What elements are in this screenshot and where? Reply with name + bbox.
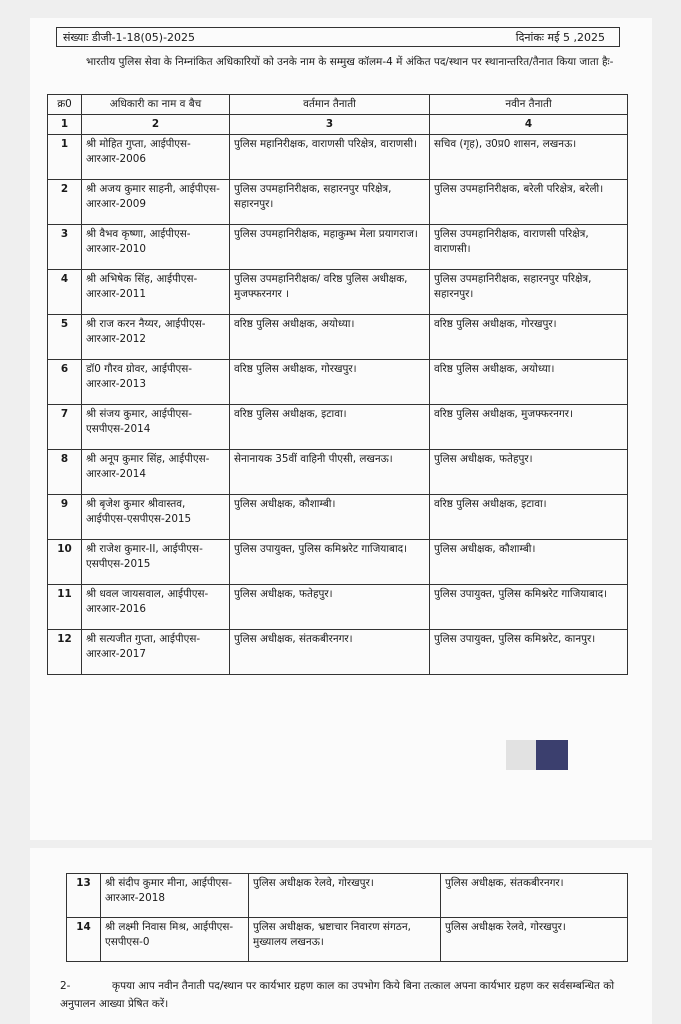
transfer-table: [47, 94, 628, 675]
new-posting-cell: पुलिस अधीक्षक, फतेहपुर।: [430, 450, 628, 495]
officer-cell: श्री मोहित गुप्ता, आईपीएस-आरआर-2006: [82, 135, 230, 180]
transfer-table-continued: [66, 873, 628, 962]
col-number: 2: [82, 115, 230, 135]
new-posting-cell: पुलिस अधीक्षक, संतकबीरनगर।: [441, 874, 628, 918]
new-posting-cell: पुलिस उपमहानिरीक्षक, वाराणसी परिक्षेत्र, वाराणसी।: [430, 225, 628, 270]
officer-cell: श्री लक्ष्मी निवास मिश्र, आईपीएस-एसपीएस-0: [101, 918, 249, 962]
table-row: [48, 315, 628, 360]
serial-cell: 6: [48, 360, 82, 405]
scan-artifact: [506, 740, 536, 770]
header-new-posting: नवीन तैनाती: [430, 95, 628, 115]
serial-cell: 10: [48, 540, 82, 585]
serial-cell: 1: [48, 135, 82, 180]
table-row: [48, 135, 628, 180]
officer-cell: श्री अनूप कुमार सिंह, आईपीएस-आरआर-2014: [82, 450, 230, 495]
current-posting-cell: पुलिस उपमहानिरीक्षक, सहारनपुर परिक्षेत्र, सहारनपुर।: [230, 180, 430, 225]
header-current-posting: वर्तमान तैनाती: [230, 95, 430, 115]
paragraph-number: 2-: [60, 980, 71, 992]
column-number-row: [48, 115, 628, 135]
serial-cell: 9: [48, 495, 82, 540]
officer-cell: श्री धवल जायसवाल, आईपीएस-आरआर-2016: [82, 585, 230, 630]
table-row: [48, 450, 628, 495]
new-posting-cell: पुलिस उपायुक्त, पुलिस कमिश्नरेट, कानपुर।: [430, 630, 628, 675]
current-posting-cell: पुलिस अधीक्षक, फतेहपुर।: [230, 585, 430, 630]
officer-cell: श्री बृजेश कुमार श्रीवास्तव, आईपीएस-एसपीएस-2015: [82, 495, 230, 540]
current-posting-cell: सेनानायक 35वीं वाहिनी पीएसी, लखनऊ।: [230, 450, 430, 495]
officer-cell: श्री राज करन नैय्यर, आईपीएस-आरआर-2012: [82, 315, 230, 360]
new-posting-cell: वरिष्ठ पुलिस अधीक्षक, अयोध्या।: [430, 360, 628, 405]
current-posting-cell: पुलिस अधीक्षक रेलवे, गोरखपुर।: [249, 874, 441, 918]
scan-artifact-dark: [536, 740, 568, 770]
officer-cell: श्री अजय कुमार साहनी, आईपीएस-आरआर-2009: [82, 180, 230, 225]
new-posting-cell: सचिव (गृह), उ0प्र0 शासन, लखनऊ।: [430, 135, 628, 180]
officer-cell: श्री वैभव कृष्णा, आईपीएस-आरआर-2010: [82, 225, 230, 270]
paragraph-text: कृपया आप नवीन तैनाती पद/स्थान पर कार्यभार ग्रहण काल का उपभोग किये बिना तत्काल अपना कार्यभार ग्रहण कर सर्वसम्बन्धित को अनुपालन आख्या प्रेषित करें।: [60, 980, 615, 1010]
header-officer: अधिकारी का नाम व बैच: [82, 95, 230, 115]
new-posting-cell: पुलिस उपमहानिरीक्षक, सहारनपुर परिक्षेत्र, सहारनपुर।: [430, 270, 628, 315]
col-number: 4: [430, 115, 628, 135]
officer-cell: श्री राजेश कुमार-II, आईपीएस-एसपीएस-2015: [82, 540, 230, 585]
order-date: दिनांकः मई 5 ,2025: [515, 31, 605, 44]
intro-paragraph: भारतीय पुलिस सेवा के निम्नांकित अधिकारियों को उनके नाम के सम्मुख कॉलम-4 में अंकित पद/स्थान पर स्थानान्तरित/तैनात किया जाता हैः-: [86, 56, 614, 68]
new-posting-cell: पुलिस अधीक्षक रेलवे, गोरखपुर।: [441, 918, 628, 962]
col-number: 1: [48, 115, 82, 135]
table-row: [48, 405, 628, 450]
table-row: [48, 495, 628, 540]
current-posting-cell: वरिष्ठ पुलिस अधीक्षक, अयोध्या।: [230, 315, 430, 360]
table-row: [48, 270, 628, 315]
officer-cell: श्री संजय कुमार, आईपीएस-एसपीएस-2014: [82, 405, 230, 450]
current-posting-cell: पुलिस अधीक्षक, कौशाम्बी।: [230, 495, 430, 540]
table-row: [48, 540, 628, 585]
serial-cell: 14: [67, 918, 101, 962]
officer-cell: श्री संदीप कुमार मीना, आईपीएस-आरआर-2018: [101, 874, 249, 918]
serial-cell: 12: [48, 630, 82, 675]
serial-cell: 7: [48, 405, 82, 450]
current-posting-cell: पुलिस उपायुक्त, पुलिस कमिश्नरेट गाजियाबाद।: [230, 540, 430, 585]
col-number: 3: [230, 115, 430, 135]
serial-cell: 5: [48, 315, 82, 360]
serial-cell: 13: [67, 874, 101, 918]
table-row: [67, 918, 628, 962]
table-header-row: [48, 95, 628, 115]
table-row: [48, 180, 628, 225]
serial-cell: 3: [48, 225, 82, 270]
table-row: [48, 585, 628, 630]
current-posting-cell: पुलिस अधीक्षक, संतकबीरनगर।: [230, 630, 430, 675]
current-posting-cell: पुलिस उपमहानिरीक्षक/ वरिष्ठ पुलिस अधीक्षक, मुजफ्फरनगर ।: [230, 270, 430, 315]
table-row: [67, 874, 628, 918]
header-serial: क्र0: [48, 95, 82, 115]
current-posting-cell: पुलिस महानिरीक्षक, वाराणसी परिक्षेत्र, वाराणसी।: [230, 135, 430, 180]
serial-cell: 4: [48, 270, 82, 315]
new-posting-cell: पुलिस उपायुक्त, पुलिस कमिश्नरेट गाजियाबाद।: [430, 585, 628, 630]
current-posting-cell: वरिष्ठ पुलिस अधीक्षक, गोरखपुर।: [230, 360, 430, 405]
serial-cell: 11: [48, 585, 82, 630]
officer-cell: डॉ0 गौरव ग्रोवर, आईपीएस-आरआर-2013: [82, 360, 230, 405]
current-posting-cell: पुलिस उपमहानिरीक्षक, महाकुम्भ मेला प्रयागराज।: [230, 225, 430, 270]
reference-header: [56, 27, 620, 47]
new-posting-cell: वरिष्ठ पुलिस अधीक्षक, गोरखपुर।: [430, 315, 628, 360]
table-row: [48, 630, 628, 675]
reference-number: संख्याः डीजी-1-18(05)-2025: [63, 31, 196, 44]
current-posting-cell: वरिष्ठ पुलिस अधीक्षक, इटावा।: [230, 405, 430, 450]
officer-cell: श्री अभिषेक सिंह, आईपीएस-आरआर-2011: [82, 270, 230, 315]
new-posting-cell: वरिष्ठ पुलिस अधीक्षक, मुजफ्फरनगर।: [430, 405, 628, 450]
table-row: [48, 225, 628, 270]
new-posting-cell: पुलिस अधीक्षक, कौशाम्बी।: [430, 540, 628, 585]
new-posting-cell: वरिष्ठ पुलिस अधीक्षक, इटावा।: [430, 495, 628, 540]
officer-cell: श्री सत्यजीत गुप्ता, आईपीएस-आरआर-2017: [82, 630, 230, 675]
instruction-paragraph: [60, 977, 630, 1013]
serial-cell: 8: [48, 450, 82, 495]
table-row: [48, 360, 628, 405]
serial-cell: 2: [48, 180, 82, 225]
current-posting-cell: पुलिस अधीक्षक, भ्रष्टाचार निवारण संगठन, मुख्यालय लखनऊ।: [249, 918, 441, 962]
new-posting-cell: पुलिस उपमहानिरीक्षक, बरेली परिक्षेत्र, बरेली।: [430, 180, 628, 225]
